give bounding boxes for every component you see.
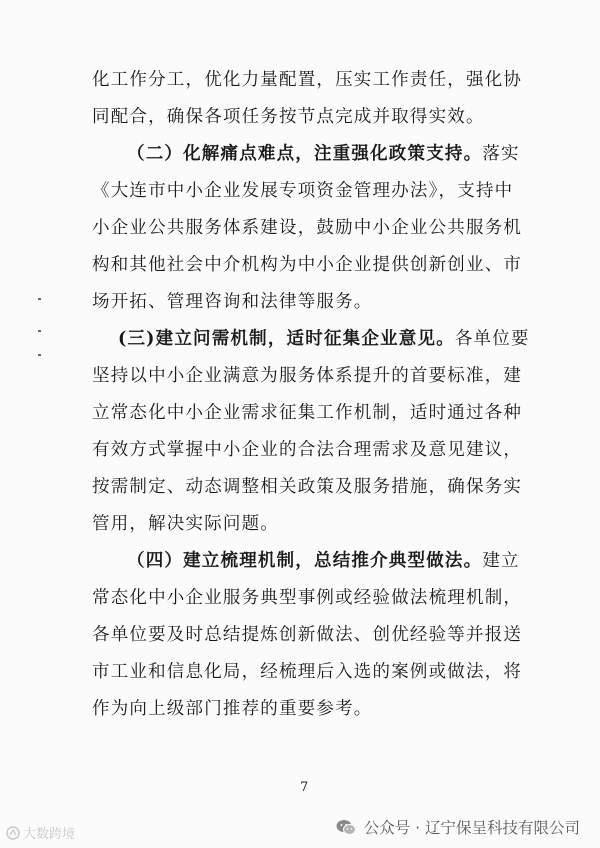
paragraph-2-text: 落实《大连市中小企业发展专项资金管理办法》，支持中小企业公共服务体系建设，鼓励中小企业公共服务机构和其他社会中介机构为中小企业提供创新创业、市场开拓、管理咨询和法律等服务。 bbox=[92, 144, 523, 312]
paragraph-4 bbox=[92, 543, 532, 728]
paragraph-2 bbox=[92, 136, 532, 321]
paragraph-1 bbox=[92, 62, 532, 136]
scan-mark bbox=[38, 330, 41, 332]
wechat-account-watermark bbox=[336, 815, 580, 839]
paragraph-3-text: 各单位要坚持以中小企业满意为服务体系提升的首要标准，建立常态化中小企业需求征集工作机制，适时通过各种有效方式掌握中小企业的合法合理需求及意见建议，按需制定、动态调整相关政策及服务措施，确保务实管用，解决实际问题。 bbox=[92, 329, 530, 534]
account-label: 公众号 · 辽宁保呈科技有限公司 bbox=[363, 819, 580, 837]
paragraph-3-heading: (三)建立问需机制，适时征集企业意见。 bbox=[118, 329, 455, 349]
paragraph-4-heading: （四）建立梳理机制，总结推介典型做法。 bbox=[127, 551, 483, 571]
left-watermark-text: 大数跨境 bbox=[23, 827, 76, 842]
scan-mark bbox=[38, 298, 41, 300]
page-number: 7 bbox=[300, 780, 309, 795]
paragraph-4-text: 建立常态化中小企业服务典型事例或经验做法梳理机制，各单位要及时总结提炼创新做法、创优经验等并报送市工业和信息化局，经梳理后入选的案例或做法，将作为向上级部门推荐的重要参考。 bbox=[92, 551, 523, 719]
paragraph-2-heading: （二）化解痛点难点，注重强化政策支持。 bbox=[127, 144, 483, 164]
brand-icon bbox=[6, 826, 20, 840]
scan-mark bbox=[38, 354, 41, 356]
paragraph-1-text: 化工作分工，优化力量配置，压实工作责任，强化协同配合，确保各项任务按节点完成并取得实效。 bbox=[92, 70, 523, 127]
wechat-icon bbox=[336, 819, 356, 836]
left-watermark bbox=[6, 823, 75, 842]
paragraph-3 bbox=[92, 321, 532, 543]
document-body bbox=[92, 62, 532, 728]
